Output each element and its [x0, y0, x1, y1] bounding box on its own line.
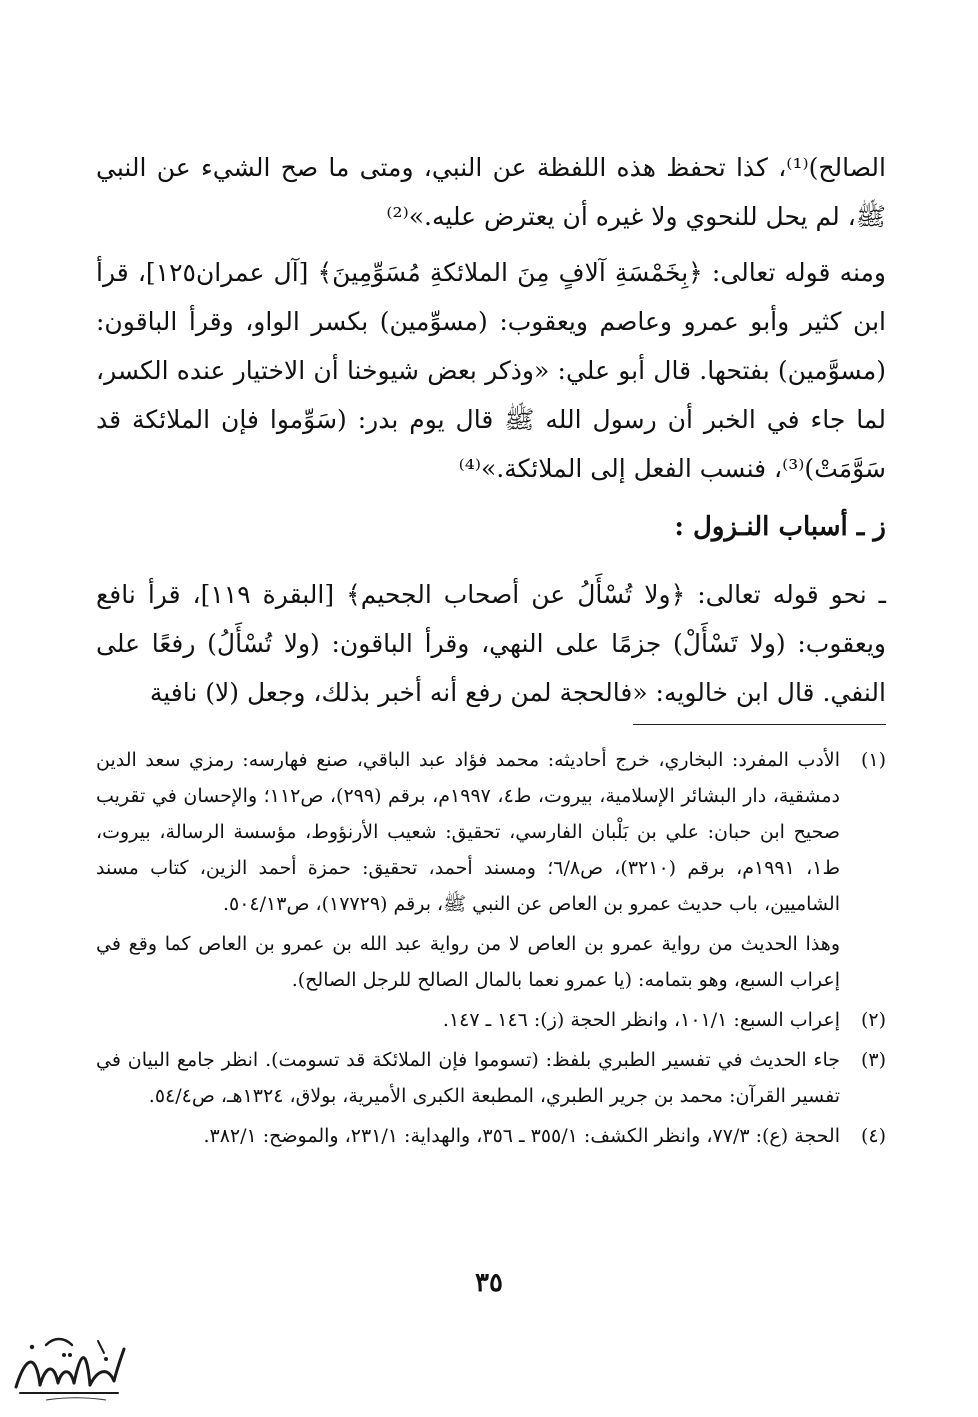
footnote-text: الأدب المفرد: البخاري، خرج أحاديثه: محمد فؤاد عبد الباقي، صنع فهارسه: رمزي سعد الدين دمشقية، دار البشائر الإسلامية، بيروت، ط٤، ١٩٩٧م، برقم (٢٩٩)، ص١١٢؛ والإحسان في تقريب صحيح ابن حبان: علي بن بَلْبان الفارسي، تحقيق: شعيب الأرنؤوط، مؤسسة الرسالة، بيروت، ط١، ١٩٩١م، برقم (٣٢١٠)، ص٦/٨؛ ومسند أحمد، تحقيق: حمزة أحمد الزين، كتاب مسند الشاميين، باب حديث عمرو بن العاص عن النبي ﷺ، برقم (١٧٧٢٩)، ص٥٠٤/١٣. [96, 749, 841, 915]
footnote-1 [96, 742, 886, 922]
body-paragraph-1: الصالح)⁽¹⁾، كذا تحفظ هذه اللفظة عن النبي، ومتى ما صح الشيء عن النبي ﷺ، لم يحل للنحوي ولا غيره أن يعترض عليه.»⁽²⁾ [96, 153, 886, 231]
footnote-separator [633, 724, 886, 725]
footnote-text: إعراب السبع: ١٠١/١، وانظر الحجة (ز): ١٤٦ ـ ١٤٧. [442, 1009, 840, 1031]
calligraphy-stamp-logo [6, 1325, 134, 1405]
footnote-number: (٣) [860, 1049, 886, 1071]
footnote-3 [96, 1042, 886, 1114]
section-heading: ز ـ أسباب النـزول : [674, 512, 886, 542]
footnote-number: (٤) [860, 1125, 886, 1147]
footnote-number: (٢) [860, 1009, 886, 1031]
footnote-text: جاء الحديث في تفسير الطبري بلفظ: (تسوموا فإن الملائكة قد تسومت). انظر جامع البيان في تفسير القرآن: محمد بن جرير الطبري، المطبعة الكبرى الأميرية، بولاق، ١٣٢٤هـ، ص٥٤/٤. [96, 1049, 840, 1107]
footnote-1-continuation: وهذا الحديث من رواية عمرو بن العاص لا من رواية عبد الله بن عمرو بن العاص كما وقع في إعراب السبع، وهو بتمامه: (يا عمرو نعما بالمال الصالح للرجل الصالح). [96, 933, 840, 991]
footnote-text: الحجة (ع): ٧٧/٣، وانظر الكشف: ٣٥٥/١ ـ ٣٥٦، والهداية: ٢٣١/١، والموضح: ٣٨٢/١. [203, 1125, 840, 1147]
footnote-2 [96, 1002, 886, 1038]
footnote-number: (١) [860, 749, 886, 771]
body-paragraph-3: ـ نحو قوله تعالى: ﴿ولا تُسْأَلُ عن أصحاب الجحيم﴾ [البقرة ١١٩]، قرأ نافع ويعقوب: (ولا تَسْأَلْ) جزمًا على النهي، وقرأ الباقون: (ولا تُسْأَلُ) رفعًا على النفي. قال ابن خالويه: «فالحجة لمن رفع أنه أخبر بذلك، وجعل (لا) نافية [96, 580, 886, 707]
footnote-4 [96, 1118, 886, 1154]
body-paragraph-2: ومنه قوله تعالى: ﴿بِخَمْسَةِ آلافٍ مِنَ الملائكةِ مُسَوِّمِينَ﴾ [آل عمران١٢٥]، قرأ ابن كثير وأبو عمرو وعاصم ويعقوب: (مسوِّمين) بكسر الواو، وقرأ الباقون: (مسوَّمين) بفتحها. قال أبو علي: «وذكر بعض شيوخنا أن الاختيار عنده الكسر، لما جاء في الخبر أن رسول الله ﷺ قال يوم بدر: (سَوِّموا فإن الملائكة قد سَوَّمَتْ)⁽³⁾، فنسب الفعل إلى الملائكة.»⁽⁴⁾ [96, 258, 886, 483]
page-number: ٣٥ [475, 1268, 503, 1298]
footnotes [96, 742, 886, 1158]
